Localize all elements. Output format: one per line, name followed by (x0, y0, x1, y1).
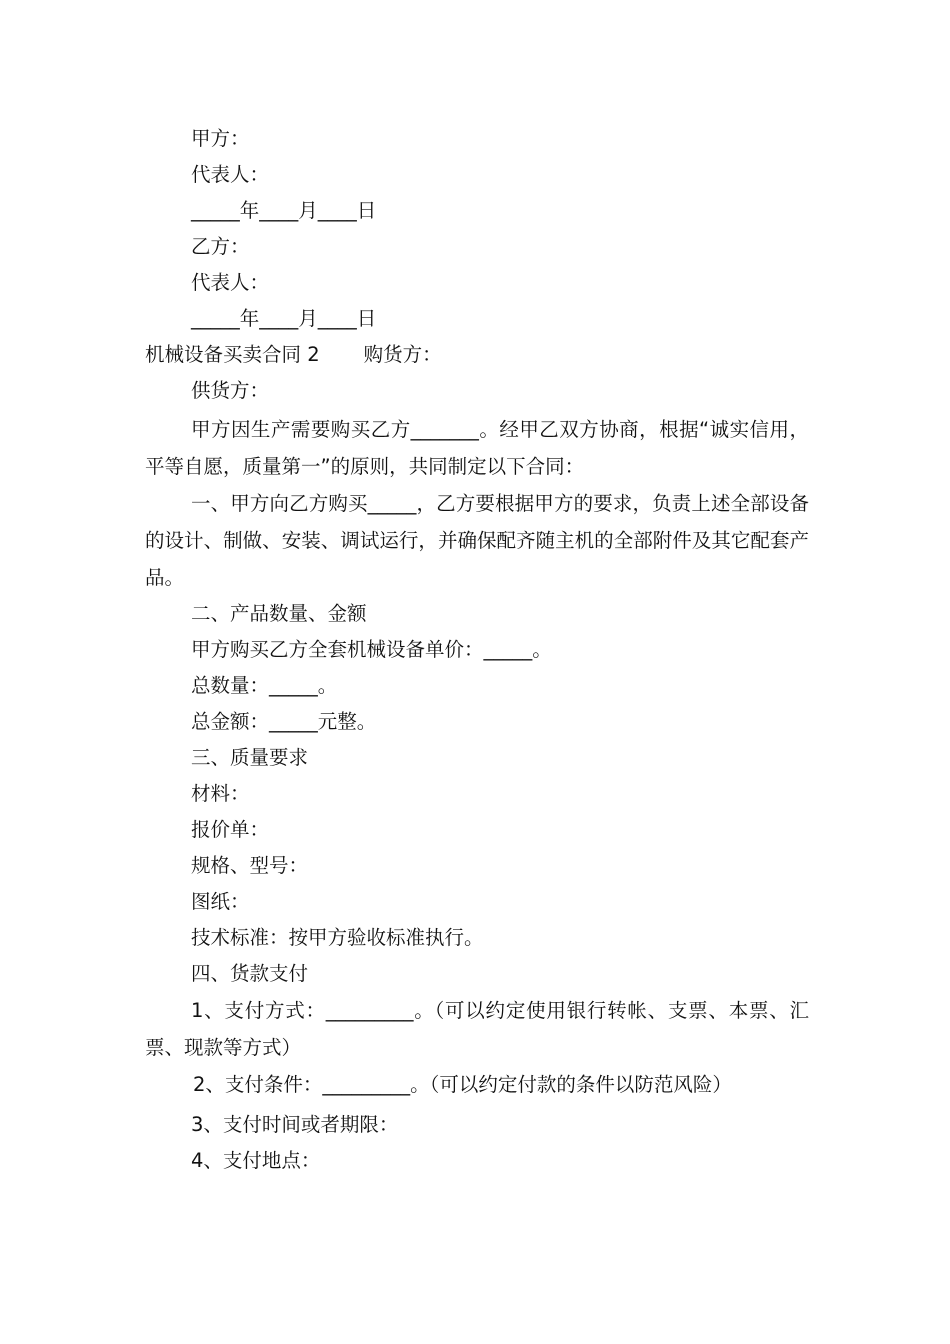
party-b-label: 乙方： (191, 235, 250, 258)
clause-1-paragraph: 一、甲方向乙方购买_____，乙方要根据甲方的要求，负责上述全部设备的设计、制做、安装、调试运行，并确保配齐随主机的全部附件及其它配套产品。 (145, 492, 809, 589)
payment-condition-paragraph: 2、支付条件：_________。（可以约定付款的条件以防范风险） (193, 1073, 732, 1096)
total-amount-line: 总金额：_____元整。 (191, 710, 377, 733)
party-b-date: _____年____月____日 (191, 307, 377, 330)
unit-price-line: 甲方购买乙方全套机械设备单价：_____。 (191, 638, 552, 661)
technical-standard-line: 技术标准：按甲方验收标准执行。 (191, 926, 484, 949)
drawings-line: 图纸： (191, 890, 250, 913)
materials-line: 材料： (191, 782, 250, 805)
total-quantity-line: 总数量：_____。 (191, 674, 338, 697)
section-4-heading: 四、货款支付 (191, 962, 309, 985)
payment-place-line: 4、支付地点： (191, 1149, 321, 1172)
payment-time-line: 3、支付时间或者期限： (191, 1113, 399, 1136)
quotation-line: 报价单： (191, 818, 270, 841)
contract-title-row (145, 337, 809, 373)
section-3-heading: 三、质量要求 (191, 746, 309, 769)
contract-title: 机械设备买卖合同 2 (145, 343, 320, 366)
preamble-paragraph: 甲方因生产需要购买乙方_______。经甲乙双方协商，根据“诚实信用，平等自愿，质量第一”的原则，共同制定以下合同： (145, 418, 809, 478)
party-a-date: _____年____月____日 (191, 199, 377, 222)
document-body (145, 121, 809, 1179)
section-2-heading: 二、产品数量、金额 (191, 602, 367, 625)
party-a-representative: 代表人： (191, 163, 270, 186)
spec-model-line: 规格、型号： (191, 854, 309, 877)
buyer-label: 购货方： (363, 343, 442, 366)
supplier-label: 供货方： (191, 379, 270, 402)
payment-method-paragraph: 1、支付方式：_________。（可以约定使用银行转帐、支票、本票、汇票、现款等方式） (145, 999, 809, 1059)
party-a-label: 甲方： (191, 127, 250, 150)
party-b-representative: 代表人： (191, 271, 270, 294)
